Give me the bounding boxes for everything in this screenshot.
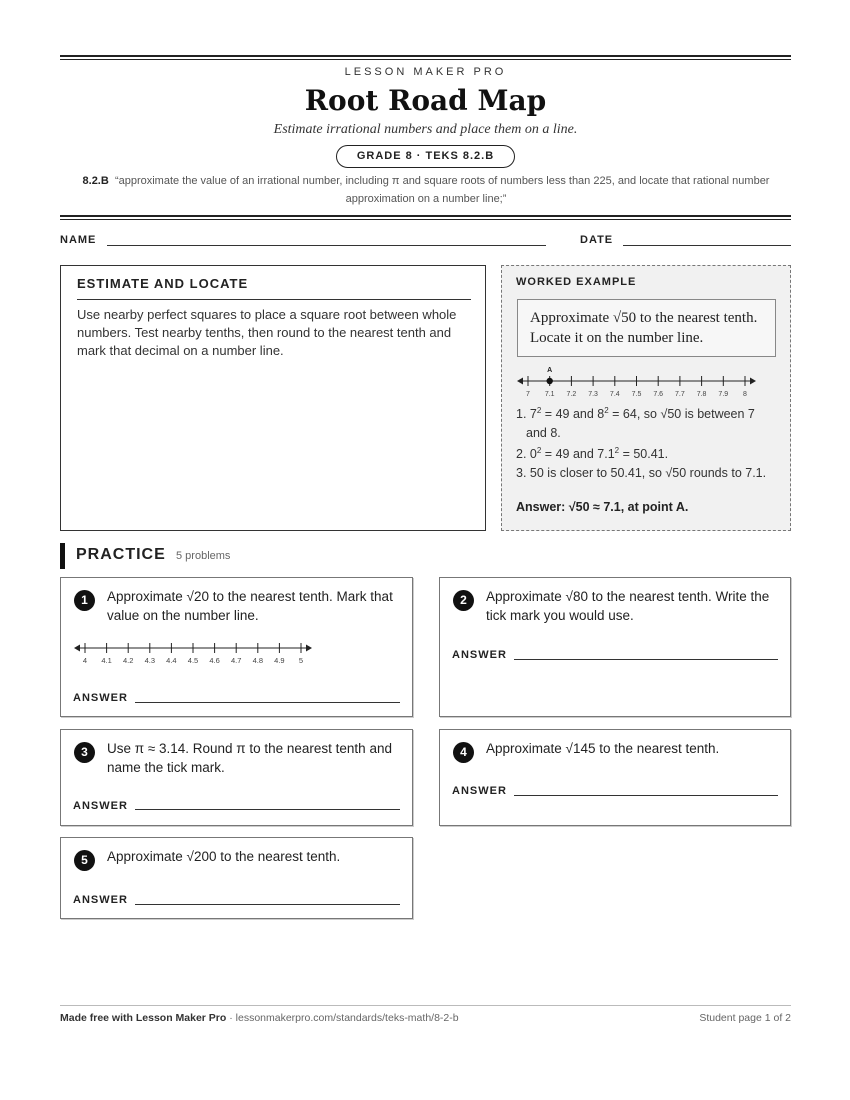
tick-label: 4.8 <box>252 656 264 665</box>
estimate-heading: ESTIMATE AND LOCATE <box>77 276 249 291</box>
answer-label: ANSWER <box>73 894 128 906</box>
tick-label: 4.4 <box>166 656 177 665</box>
point-a-marker <box>547 378 553 384</box>
name-field[interactable] <box>107 245 546 246</box>
footer-rule <box>60 1005 791 1006</box>
answer-label: ANSWER <box>452 785 507 797</box>
grade-badge: GRADE 8 · TEKS 8.2.B <box>336 145 515 168</box>
step-3: 3. 50 is closer to 50.41, so √50 rounds to 7.1. <box>516 465 767 480</box>
tick-label: 4.6 <box>209 656 220 665</box>
tick-label: 5 <box>298 656 304 665</box>
problem-text: Use π ≈ 3.14. Round π to the nearest tenth and name the tick mark. <box>107 741 392 775</box>
practice-accent-bar <box>60 543 65 569</box>
tick-label: 7.4 <box>609 391 620 398</box>
practice-count: 5 problems <box>176 550 231 562</box>
problem-text: Approximate √200 to the nearest tenth. <box>107 849 341 864</box>
brand-name: LESSON MAKER PRO <box>344 66 507 78</box>
date-field[interactable] <box>623 245 791 246</box>
problem-number: 2 <box>453 590 474 611</box>
answer-field[interactable] <box>135 809 400 810</box>
tick-label: 7.5 <box>631 391 642 398</box>
standard-code: 8.2.B <box>82 175 109 187</box>
worksheet-page <box>60 0 791 1100</box>
step-1: 1. $7^2 = 49$ and $8^2 = 64$, so √50 is between 7 and 8. <box>516 406 755 440</box>
footer-page-number: Student page 1 of 2 <box>699 1012 791 1024</box>
tick-label: 4.7 <box>230 656 242 665</box>
answer-label: ANSWER <box>73 692 128 704</box>
tick-label: 7.6 <box>653 391 664 398</box>
tick-label: 7.7 <box>675 391 685 398</box>
worked-example-answer: Answer: √50 ≈ 7.1, at point A. <box>516 500 689 514</box>
tick-label: 4.1 <box>101 656 112 665</box>
standard-statement <box>66 172 786 208</box>
tick-label: 7 <box>526 391 530 398</box>
problem-card-1 <box>60 577 413 717</box>
step-2: 2. $0^2 = 49$ and $7.1^2 = 50.41$. <box>516 446 669 462</box>
tick-label: 4 <box>82 656 88 665</box>
tick-label: 8 <box>743 391 747 398</box>
worked-example-prompt: Approximate √50 to the nearest tenth. Locate it on the number line. <box>517 299 776 357</box>
footer-credit: Made free with Lesson Maker Pro · lessonmakerpro.com/standards/teks-math/8-2-b <box>60 1012 459 1024</box>
problem-number: 1 <box>74 590 95 611</box>
tick-label: 7.3 <box>588 391 598 398</box>
answer-label: ANSWER <box>452 649 507 661</box>
arrow-right-icon <box>306 645 312 652</box>
estimate-body: Use nearby perfect squares to place a square root between whole numbers. Test nearby tenths, then round to the nearest tenth and mark that decimal on a number line. <box>77 307 457 358</box>
name-label: NAME <box>60 234 97 246</box>
estimate-and-locate-box <box>60 265 486 531</box>
practice-title: PRACTICE <box>76 546 166 563</box>
tick-label: 4.9 <box>274 656 285 665</box>
tick-label: 4.5 <box>187 656 199 665</box>
top-double-rule <box>60 55 791 60</box>
tick-label: 7.1 <box>544 391 555 398</box>
answer-field[interactable] <box>135 904 400 905</box>
footer-url[interactable]: lessonmakerpro.com/standards/teks-math/8-2-b <box>235 1012 459 1024</box>
arrow-right-icon <box>750 378 756 385</box>
answer-field[interactable] <box>135 702 400 703</box>
page-subtitle: Estimate irrational numbers and place them on a line. <box>273 122 578 137</box>
worked-example-box <box>501 265 791 531</box>
problem-card-2 <box>439 577 791 717</box>
tick-label: 7.9 <box>718 391 729 398</box>
problem-text: Approximate √80 to the nearest tenth. Write the tick mark you would use. <box>486 589 770 623</box>
arrow-left-icon <box>74 645 80 652</box>
worked-example-heading: WORKED EXAMPLE <box>516 276 637 288</box>
date-label: DATE <box>580 234 614 246</box>
answer-label: ANSWER <box>73 800 128 812</box>
header-bottom-rule <box>60 215 791 220</box>
tick-label: 7.2 <box>566 391 577 398</box>
footer-made-with: Made free with Lesson Maker Pro <box>60 1012 227 1024</box>
page-title: Root Road Map <box>304 84 547 117</box>
problem-card-5 <box>60 837 413 919</box>
answer-field[interactable] <box>514 795 778 796</box>
problem-1-number-line[interactable] <box>73 638 318 670</box>
answer-field[interactable] <box>514 659 778 660</box>
problem-number: 3 <box>74 742 95 763</box>
problem-text: Approximate √20 to the nearest tenth. Mark that value on the number line. <box>107 589 393 623</box>
problem-card-4 <box>439 729 791 826</box>
worked-example-steps <box>516 402 776 482</box>
tick-label: 7.8 <box>696 391 707 398</box>
tick-label: 4.3 <box>144 656 156 665</box>
worked-example-number-line <box>516 362 756 402</box>
problem-number: 4 <box>453 742 474 763</box>
arrow-left-icon <box>517 378 523 385</box>
problem-card-3 <box>60 729 413 826</box>
standard-text: “approximate the value of an irrational number, including π and square roots of numbers less than 225, and locate that rational number approximation on a number line;” <box>114 175 770 205</box>
problem-text: Approximate √145 to the nearest tenth. <box>486 741 720 756</box>
tick-label: 4.2 <box>122 656 134 665</box>
estimate-divider <box>77 299 471 300</box>
point-label: A <box>547 367 553 374</box>
problem-number: 5 <box>74 850 95 871</box>
